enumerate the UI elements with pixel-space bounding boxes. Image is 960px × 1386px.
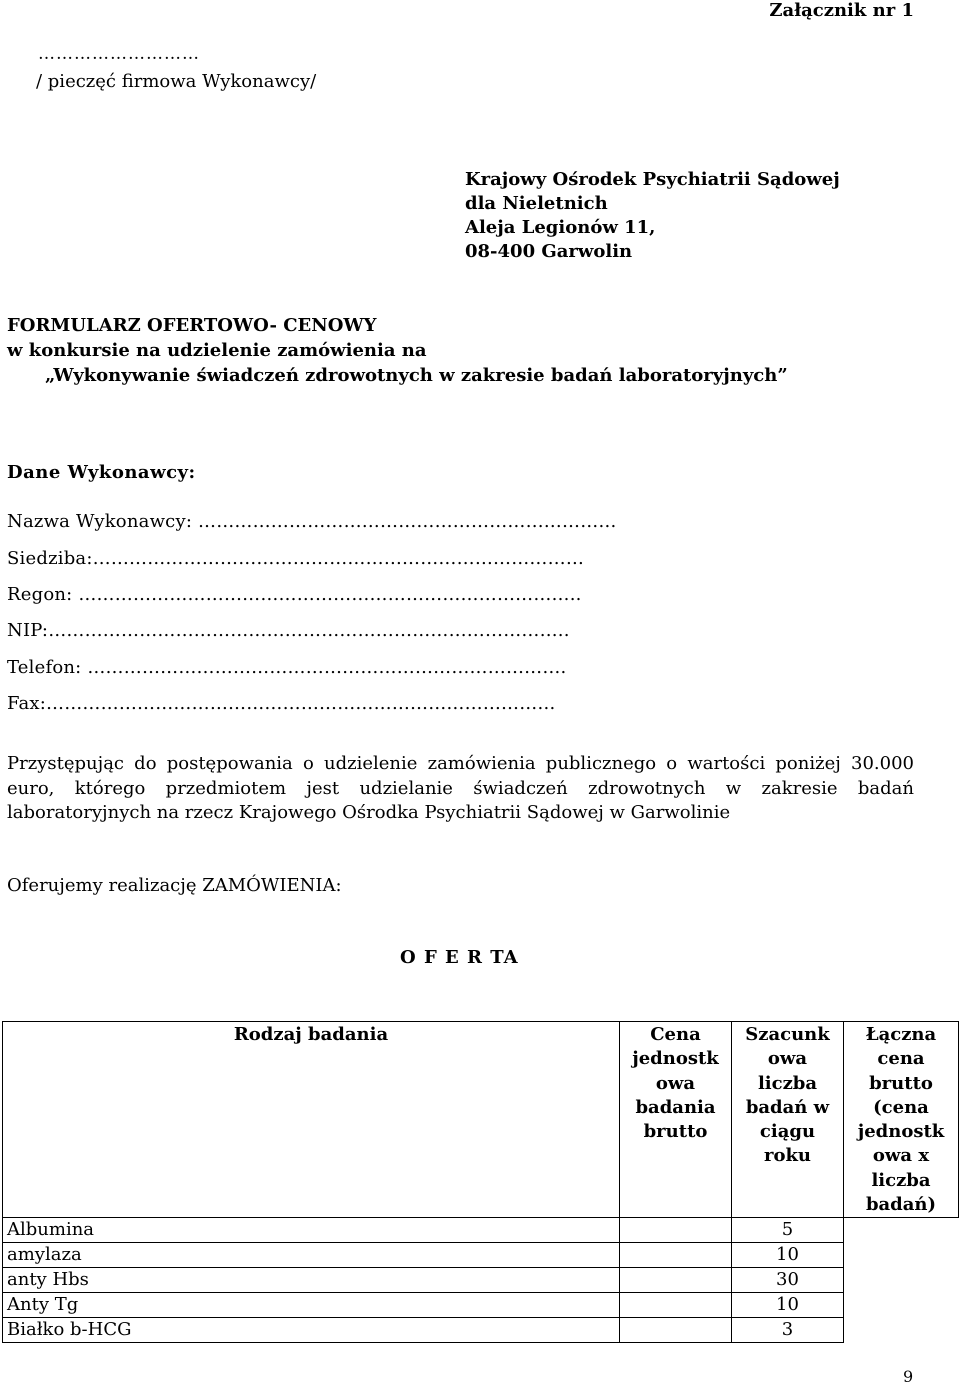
cell-count: 10 — [732, 1293, 844, 1318]
column-header-test-type: Rodzaj badania — [3, 1022, 620, 1218]
cell-test-name: Białko b-HCG — [3, 1318, 620, 1343]
stamp-placeholder: ……………………… — [38, 44, 200, 64]
field-nip[interactable]: NIP:………………………………………………………………………….. — [7, 620, 570, 641]
table-header-row — [3, 1022, 959, 1218]
recipient-line: dla Nieletnich — [465, 193, 608, 214]
column-header-total-price: Łączna cena brutto (cena jednostk owa x liczba badań) — [844, 1022, 959, 1218]
cell-test-name: Anty Tg — [3, 1293, 620, 1318]
cell-count: 10 — [732, 1243, 844, 1268]
cell-unit-price[interactable] — [620, 1293, 732, 1318]
table-row — [3, 1293, 959, 1318]
table-row — [3, 1218, 959, 1243]
intro-paragraph: Przystępując do postępowania o udzielenie zamówienia publicznego o wartości poniżej 30.000 euro, którego przedmiotem jest udzielanie świadczeń zdrowotnych w zakresie badań laboratoryjnych na rzecz Krajowego Ośrodka Psychiatrii Sądowej w Garwolinie — [7, 753, 914, 823]
recipient-line: Aleja Legionów 11, — [465, 217, 656, 238]
annex-label: Załącznik nr 1 — [769, 0, 914, 21]
field-seat[interactable]: Siedziba:……………………………………………………………………… — [7, 548, 585, 569]
cell-count: 3 — [732, 1318, 844, 1343]
cell-unit-price[interactable] — [620, 1268, 732, 1293]
field-phone[interactable]: Telefon: ……………………………………………………………………. — [7, 657, 567, 678]
field-regon[interactable]: Regon: ……………………………………………………………………….. — [7, 584, 582, 605]
table-row — [3, 1318, 959, 1343]
table-row — [3, 1268, 959, 1293]
offer-table — [2, 1021, 959, 1343]
form-subject: „Wykonywanie świadczeń zdrowotnych w zakresie badań laboratoryjnych” — [45, 365, 788, 386]
offer-heading: O F E R TA — [400, 947, 519, 968]
field-fax[interactable]: Fax:………………………………………………………………………… — [7, 693, 556, 714]
column-header-unit-price: Cena jednostk owa badania brutto — [620, 1022, 732, 1218]
contractor-heading-text: Dane Wykonawcy: — [7, 462, 196, 483]
cell-test-name: anty Hbs — [3, 1268, 620, 1293]
field-name[interactable]: Nazwa Wykonawcy: …………………………………………………………… — [7, 511, 617, 532]
offer-line: Oferujemy realizację ZAMÓWIENIA: — [7, 875, 342, 896]
form-subtitle: w konkursie na udzielenie zamówienia na — [7, 340, 427, 361]
cell-unit-price[interactable] — [620, 1218, 732, 1243]
contractor-heading — [7, 462, 196, 483]
stamp-label: / pieczęć firmowa Wykonawcy/ — [36, 71, 317, 92]
table-row — [3, 1243, 959, 1268]
recipient-line: Krajowy Ośrodek Psychiatrii Sądowej — [465, 169, 840, 190]
form-title: FORMULARZ OFERTOWO- CENOWY — [7, 315, 377, 336]
cell-unit-price[interactable] — [620, 1318, 732, 1343]
recipient-line: 08-400 Garwolin — [465, 241, 633, 262]
cell-count: 5 — [732, 1218, 844, 1243]
cell-unit-price[interactable] — [620, 1243, 732, 1268]
form-title-block — [7, 313, 788, 388]
cell-test-name: amylaza — [3, 1243, 620, 1268]
page-number: 9 — [903, 1367, 914, 1386]
column-header-estimated-count: Szacunk owa liczba badań w ciągu roku — [732, 1022, 844, 1218]
recipient-address — [465, 168, 840, 264]
cell-test-name: Albumina — [3, 1218, 620, 1243]
cell-count: 30 — [732, 1268, 844, 1293]
